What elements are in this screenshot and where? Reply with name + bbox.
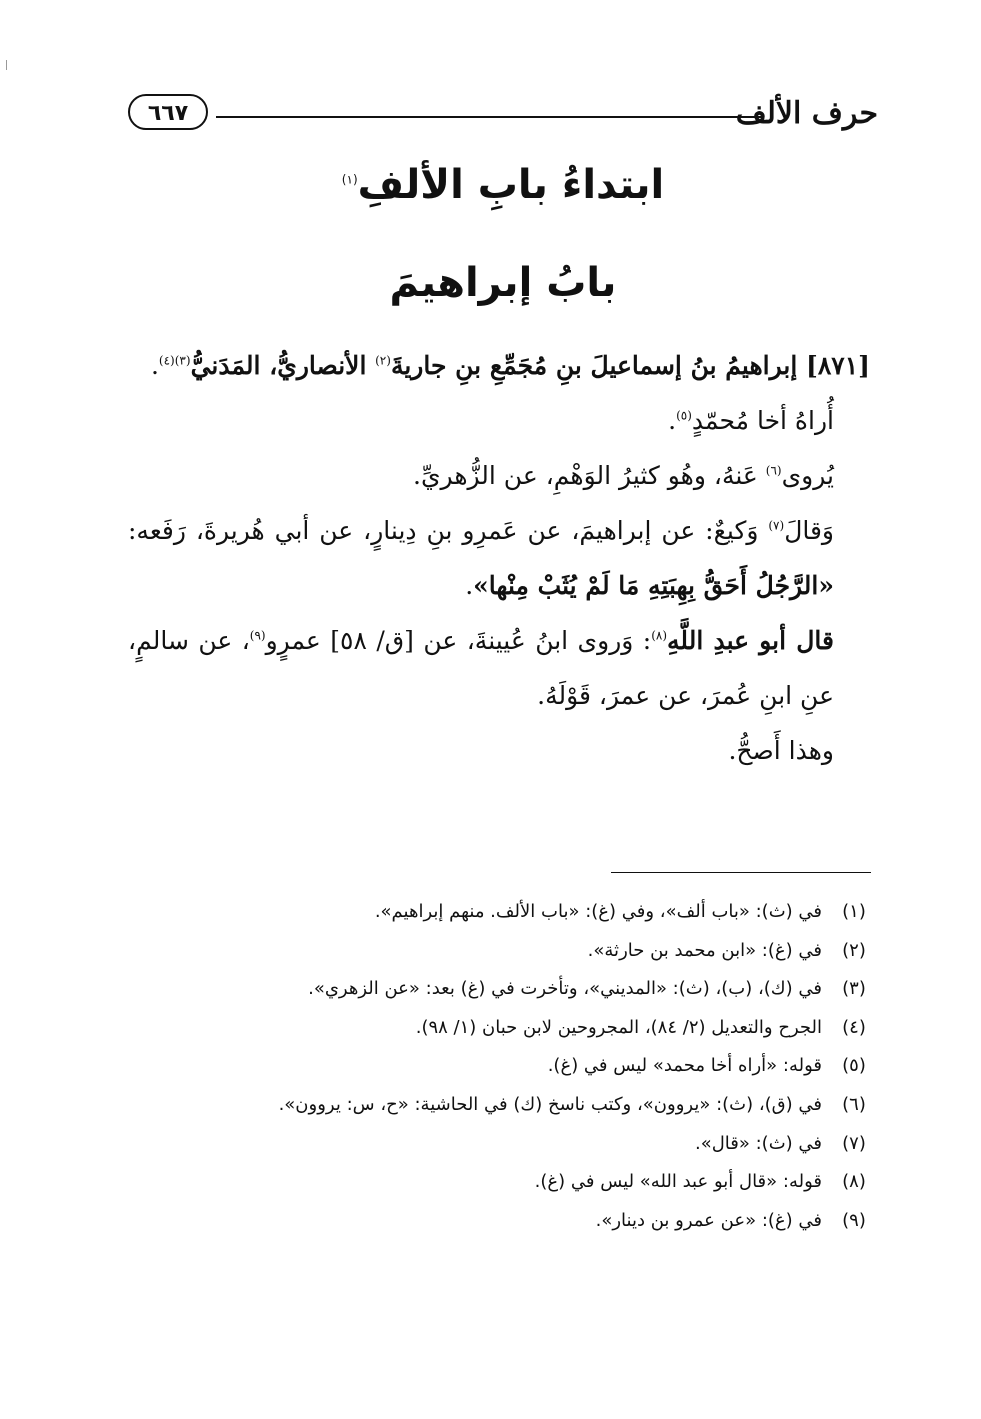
footnotes-list <box>128 893 878 1240</box>
footnote-ref: (٩) <box>249 628 266 643</box>
chapter-title <box>128 150 878 220</box>
entry-period: . <box>150 351 159 380</box>
footnote-text: قوله: «أراه أخا محمد» ليس في (غ). <box>547 1055 822 1077</box>
footnote-number: (٧) <box>842 1132 866 1154</box>
footnote-text: في (ث): «قال». <box>694 1132 822 1154</box>
paragraph-3 <box>128 503 870 613</box>
footnote-ref: (١) <box>341 172 358 187</box>
footnote-number: (٤) <box>842 1016 866 1038</box>
paragraph-5 <box>128 723 870 778</box>
paragraph-2 <box>128 448 870 503</box>
paragraph-text: : وَروى ابنُ عُيينةَ، عن [ق/ ٥٨] عمرٍو <box>265 626 652 655</box>
entry-name: إبراهيمُ بنُ إسماعيلَ بنِ مُجَمِّعِ بنِ جاريةَ <box>390 351 798 380</box>
footnote-number: (٨) <box>842 1171 866 1193</box>
footnote-text: في (ق)، (ث): «يروون»، وكتب ناسخ (ك) في الحاشية: «ح، س: يروون». <box>278 1093 822 1115</box>
paragraph-end: . <box>668 406 677 435</box>
header-rule <box>216 116 762 118</box>
footnote <box>128 893 878 932</box>
paragraph-text: يُروى <box>781 461 834 490</box>
footnote-text: في (غ): «عن عمرو بن دينار». <box>595 1209 822 1231</box>
footnote-number: (٥) <box>842 1055 866 1077</box>
footnote-ref: (٢) <box>375 353 391 368</box>
scan-mark <box>6 60 8 70</box>
chapter-title-text: ابتداءُ بابِ الألفِ <box>357 162 665 208</box>
section-title-text: بابُ إبراهيمَ <box>389 260 617 306</box>
running-title: حرف الألف <box>735 96 878 131</box>
entry-body <box>128 338 870 778</box>
footnote <box>128 1125 878 1164</box>
entry-nisba-2: المَدَنيُّ <box>190 351 261 380</box>
page-number-badge <box>128 94 208 130</box>
paragraph-text: عَنهُ، وهُو كثيرُ الوَهْمِ، عن الزُّهريِّ. <box>413 461 758 490</box>
footnote-text: في (ك)، (ب)، (ث): «المديني»، وتأخرت في (غ) بعد: «عن الزهري». <box>308 978 822 1000</box>
footnote-number: (١) <box>842 901 866 922</box>
paragraph-text: ، عن سالمٍ، عنِ ابنِ عُمرَ، عن عمرَ، قَوْلَهُ. <box>128 626 834 710</box>
paragraph-text: وَقالَ <box>784 516 834 545</box>
section-title <box>128 248 878 318</box>
paragraph-1 <box>128 393 870 448</box>
paragraph-text: وهذا أَصحُّ. <box>728 736 834 765</box>
footnote-ref: (٨) <box>651 628 668 643</box>
paragraph-end: . <box>465 571 474 600</box>
hadith-quote: «الرَّجُلُ أَحَقُّ بِهِبَتِهِ مَا لَمْ يُثَبْ مِنْها» <box>473 571 834 600</box>
footnote-text: في (ث): «باب ألف»، وفي (غ): «باب الألف. منهم إبراهيم». <box>374 901 822 922</box>
footnote-number: (٦) <box>842 1093 866 1115</box>
footnote-ref: (٧) <box>768 518 785 533</box>
footnote-text: في (غ): «ابن محمد بن حارثة». <box>587 939 822 961</box>
footnote <box>128 1086 878 1125</box>
paragraph-text: وَكيعٌ: عن إبراهيمَ، عن عَمرِو بنِ دِينارٍ، عن أبي هُريرةَ، رَفَعه: <box>128 516 759 545</box>
footnote-ref: (٦) <box>765 463 782 478</box>
footnote <box>128 1009 878 1048</box>
footnote-number: (٣) <box>842 978 866 1000</box>
footnote <box>128 970 878 1009</box>
footnote <box>128 932 878 971</box>
entry-heading <box>128 338 870 393</box>
footnote-ref: (٣)(٤) <box>158 353 191 368</box>
paragraph-4 <box>128 613 870 723</box>
footnote <box>128 1202 878 1241</box>
footnote-rule <box>611 872 871 873</box>
page-number: ٦٦٧ <box>147 101 189 126</box>
footnote <box>128 1047 878 1086</box>
author-attribution: قال أبو عبدِ اللَّهِ <box>667 626 834 655</box>
footnote-text: قوله: «قال أبو عبد الله» ليس في (غ). <box>534 1171 822 1193</box>
running-header <box>128 92 878 136</box>
footnote-text: الجرح والتعديل (٢/ ٨٤)، المجروحين لابن حبان (١/ ٩٨). <box>415 1016 822 1038</box>
entry-number: [٨٧١] <box>806 351 870 380</box>
footnote <box>128 1163 878 1202</box>
footnote-number: (٩) <box>842 1209 866 1231</box>
footnote-number: (٢) <box>842 939 866 961</box>
paragraph-text: أُراهُ أخا مُحمّدٍ <box>691 406 834 435</box>
entry-nisba: الأنصاريُّ، <box>269 351 367 380</box>
footnote-ref: (٥) <box>676 408 692 423</box>
